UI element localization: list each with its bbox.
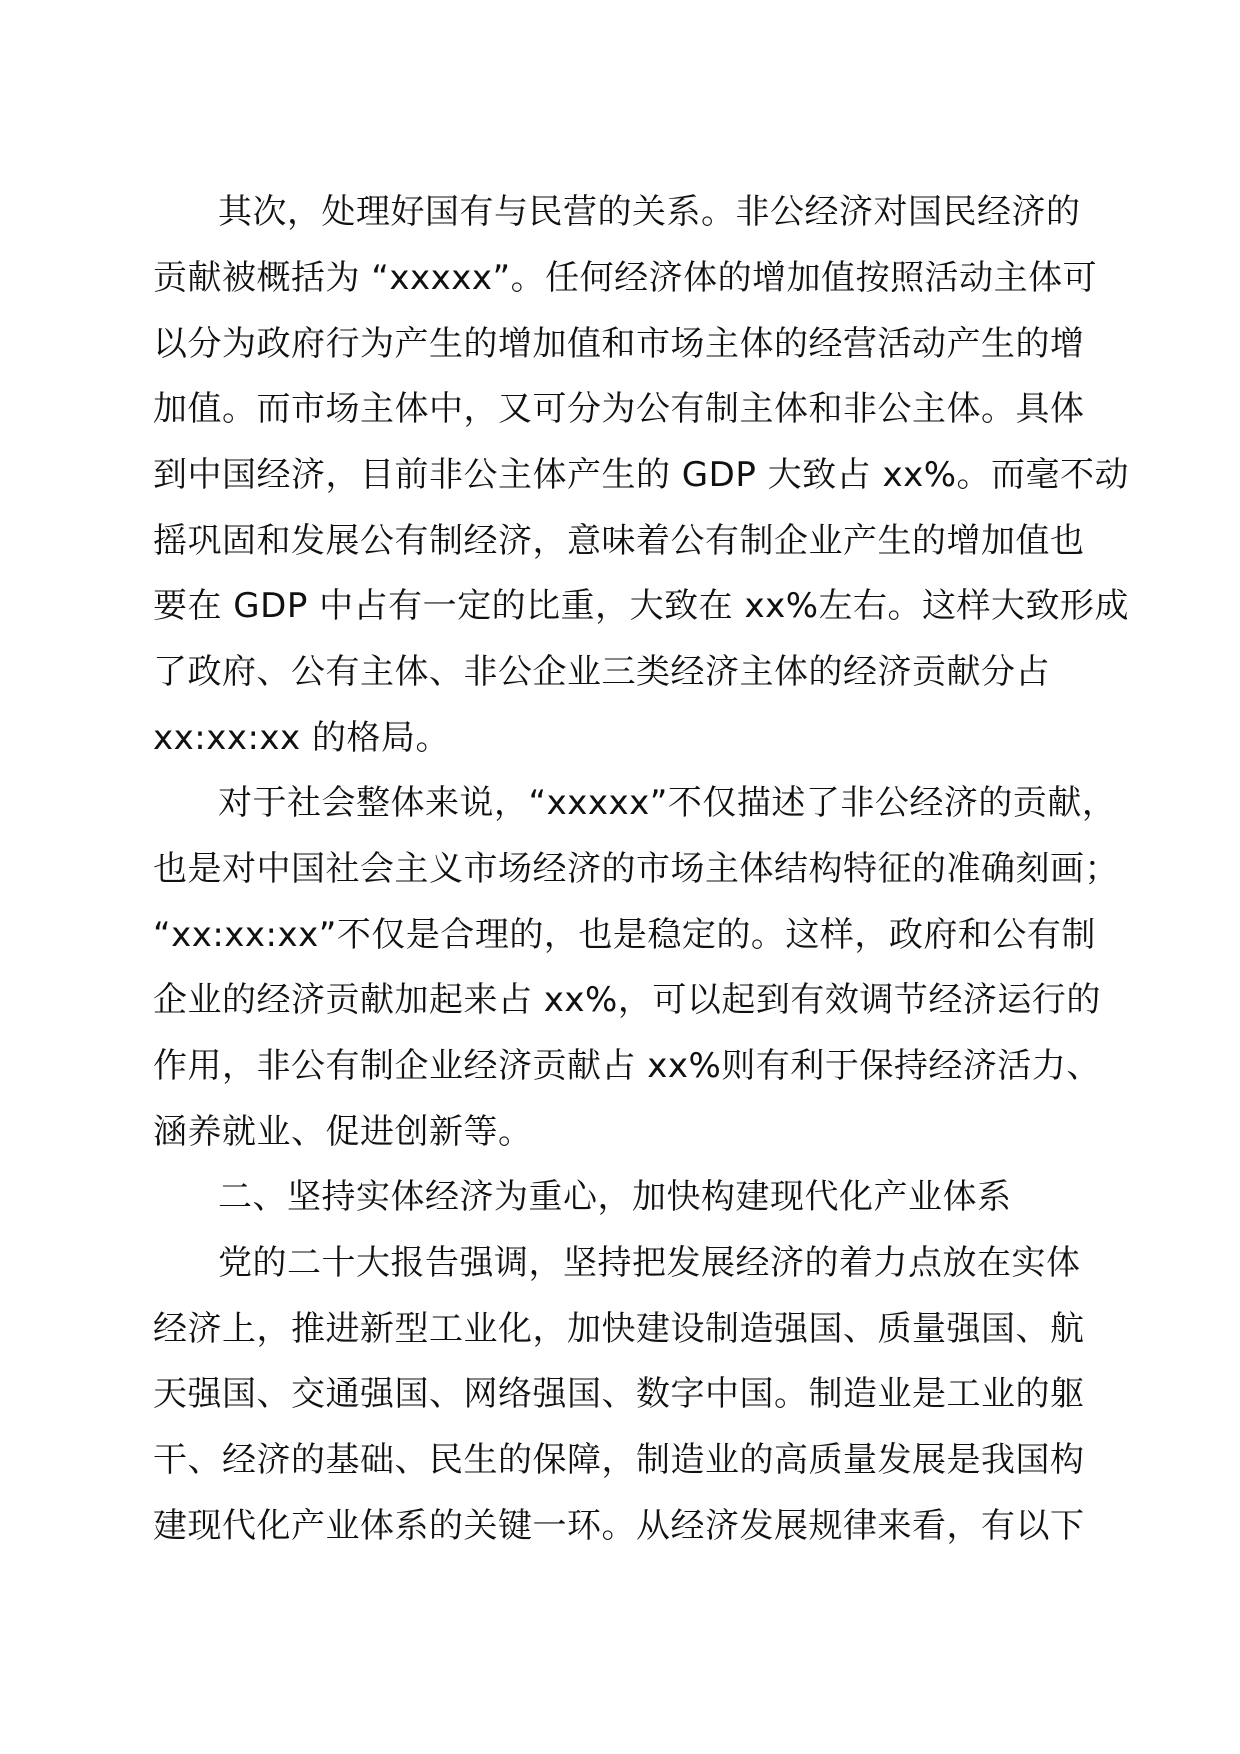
text-line: 了政府、公有主体、非公企业三类经济主体的经济贡献分占 [153,652,1050,692]
text-line: 到中国经济，目前非公主体产生的 GDP 大致占 xx%。而毫不动 [153,455,1130,495]
section-heading: 二、坚持实体经济为重心，加快构建现代化产业体系 [218,1177,1012,1217]
text-line: “xx:xx:xx”不仅是合理的，也是稳定的。这样，政府和公有制 [153,915,1096,955]
text-line: 天强国、交通强国、网络强国、数字中国。制造业是工业的躯 [153,1374,1085,1414]
text-line: 其次，处理好国有与民营的关系。非公经济对国民经济的 [218,192,1081,232]
text-line: 党的二十大报告强调，坚持把发展经济的着力点放在实体 [218,1243,1081,1283]
text-line: 也是对中国社会主义市场经济的市场主体结构特征的准确刻画； [153,849,1119,889]
text-line: 贡献被概括为 “xxxxx”。任何经济体的增加值按照活动主体可 [153,258,1098,298]
text-line: 加值。而市场主体中，又可分为公有制主体和非公主体。具体 [153,389,1085,429]
text-line: 要在 GDP 中占有一定的比重，大致在 xx%左右。这样大致形成 [153,586,1130,626]
text-line: 对于社会整体来说，“xxxxx”不仅描述了非公经济的贡献， [218,783,1117,823]
text-line: 涵养就业、促进创新等。 [153,1112,533,1152]
text-line: 建现代化产业体系的关键一环。从经济发展规律来看，有以下 [153,1506,1085,1546]
text-line: 经济上，推进新型工业化，加快建设制造强国、质量强国、航 [153,1309,1085,1349]
text-line: 干、经济的基础、民生的保障，制造业的高质量发展是我国构 [153,1440,1085,1480]
text-line: xx:xx:xx 的格局。 [153,718,450,758]
text-line: 以分为政府行为产生的增加值和市场主体的经营活动产生的增 [153,324,1085,364]
text-line: 摇巩固和发展公有制经济，意味着公有制企业产生的增加值也 [153,521,1085,561]
text-line: 企业的经济贡献加起来占 xx%，可以起到有效调节经济运行的 [153,980,1101,1020]
text-line: 作用，非公有制企业经济贡献占 xx%则有利于保持经济活力、 [153,1046,1101,1086]
